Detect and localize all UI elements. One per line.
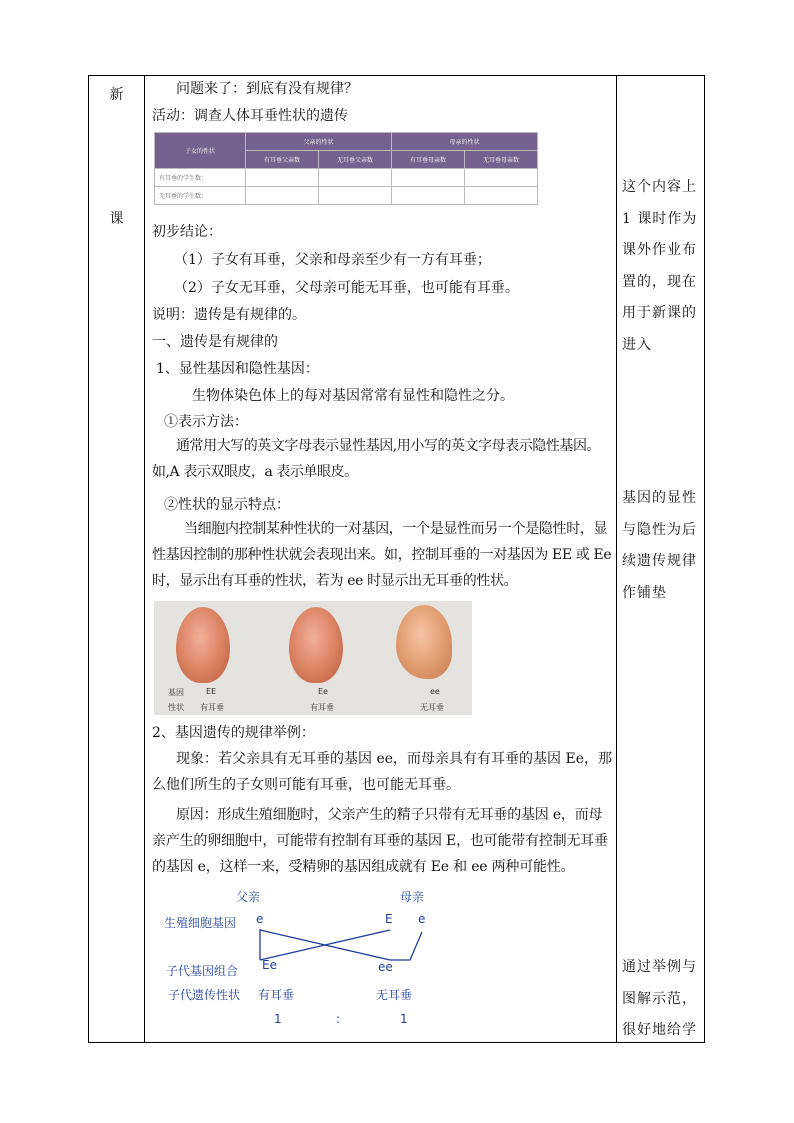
ear-trait-label: 性状 <box>168 703 184 712</box>
column-divider-left <box>144 76 145 1042</box>
diagram-father-gene: e <box>256 912 264 926</box>
survey-cell <box>246 169 319 187</box>
diagram-germ-label: 生殖细胞基因 <box>164 916 237 930</box>
diagram-mother-gene-E: E <box>385 912 393 926</box>
diagram-mother-gene-e: e <box>418 912 426 926</box>
conclusion-1: （1）子女有耳垂，父亲和母亲至少有一方有耳垂； <box>174 252 491 268</box>
survey-row-label: 无耳垂的学生数： <box>155 187 246 205</box>
diagram-mother: 母亲 <box>400 890 425 904</box>
trait-heading: ②性状的显示特点： <box>164 497 290 513</box>
teacher-note-3: 通过举例与图解示范，很好地给学 <box>622 959 697 1038</box>
section-char-lesson: 课 <box>109 211 124 227</box>
heading-1-1: 1、显性基因和隐性基因： <box>156 361 319 377</box>
survey-mother-header: 母亲的性状 <box>392 133 538 151</box>
earlobe-figure <box>154 601 472 715</box>
survey-sub-header: 无耳垂父亲数 <box>319 151 392 169</box>
trait-paragraph: 当细胞内控制某种性状的一对基因，一个是显性而另一个是隐性时，显性基因控制的那种性状就会表现出来。如，控制耳垂的一对基因为 EE 或 Ee 时，显示出有耳垂的性状，若为 ee 时显示出无耳垂的性状。 <box>152 521 612 589</box>
ear-with-lobe-icon <box>176 607 230 683</box>
diagram-ratio-1: 1 <box>274 1012 282 1026</box>
survey-cell <box>392 169 465 187</box>
teacher-note-2: 基因的显性与隐性为后续遗传规律作铺垫 <box>622 490 697 601</box>
survey-table <box>154 132 538 205</box>
ear-gene-1: EE <box>206 687 217 696</box>
cross-line <box>390 932 422 960</box>
diagram-trait-1: 有耳垂 <box>258 988 295 1002</box>
survey-sub-header: 有耳垂父亲数 <box>246 151 319 169</box>
gene-paragraph: 生物体染色体上的每对基因常常有显性和隐性之分。 <box>192 388 514 404</box>
lesson-table <box>88 75 705 1043</box>
representation-paragraph: 通常用大写的英文字母表示显性基因,用小写的英文字母表示隐性基因。如,A 表示双眼皮，a 表示单眼皮。 <box>152 438 601 480</box>
teacher-note-1: 这个内容上 1 课时作为课外作业布置的，现在用于新课的进入 <box>622 179 698 353</box>
ear-trait-1: 有耳垂 <box>200 703 224 712</box>
survey-sub-header: 无耳垂母亲数 <box>465 151 538 169</box>
ear-trait-2: 有耳垂 <box>310 703 334 712</box>
method-heading: ①表示方法： <box>164 414 248 430</box>
conclusion-2: （2）子女无耳垂，父母亲可能无耳垂，也可能有耳垂。 <box>174 280 519 296</box>
section-char-new: 新 <box>109 87 124 103</box>
prelim-heading: 初步结论： <box>152 224 222 240</box>
survey-cell <box>465 187 538 205</box>
ear-gene-2: Ee <box>318 687 328 696</box>
column-divider-right <box>616 76 617 1042</box>
survey-cell <box>319 169 392 187</box>
diagram-offspring-label: 子代基因组合 <box>166 964 239 978</box>
diagram-combo-1: Ee <box>262 958 277 972</box>
table-row <box>155 169 538 187</box>
ear-gene-3: ee <box>430 687 440 696</box>
ear-without-lobe-icon <box>396 605 452 679</box>
survey-row-header: 子女的性状 <box>155 133 246 169</box>
diagram-combo-2: ee <box>378 960 393 974</box>
diagram-ratio-2: 1 <box>400 1012 408 1026</box>
heading-1-2: 2、基因遗传的规律举例： <box>152 725 315 741</box>
heading-1: 一、遗传是有规律的 <box>152 334 278 350</box>
inheritance-diagram <box>154 888 454 1038</box>
survey-cell <box>246 187 319 205</box>
explain-line: 说明：遗传是有规律的。 <box>152 307 306 323</box>
survey-cell <box>465 169 538 187</box>
survey-cell <box>319 187 392 205</box>
survey-sub-header: 有耳垂母亲数 <box>392 151 465 169</box>
diagram-trait-2: 无耳垂 <box>376 988 413 1002</box>
survey-cell <box>392 187 465 205</box>
ear-gene-label: 基因 <box>168 688 184 697</box>
diagram-ratio-colon: : <box>336 1012 341 1026</box>
reason-paragraph: 原因：形成生殖细胞时，父亲产生的精子只带有无耳垂的基因 e，而母亲产生的卵细胞中，可能带有控制有耳垂的基因 E，也可能带有控制无耳垂的基因 e，这样一来，受精卵的基因组成就有 Ee 和 ee 两种可能性。 <box>152 807 608 875</box>
diagram-trait-label: 子代遗传性状 <box>168 988 241 1002</box>
diagram-father: 父亲 <box>236 890 261 904</box>
question-line: 问题来了：到底有没有规律？ <box>176 81 358 97</box>
phenomenon-paragraph: 现象：若父亲具有无耳垂的基因 ee，而母亲具有有耳垂的基因 Ee，那么他们所生的子女则可能有耳垂，也可能无耳垂。 <box>152 751 612 793</box>
section-column <box>89 76 144 1042</box>
activity-line: 活动：调查人体耳垂性状的遗传 <box>152 108 348 124</box>
ear-trait-3: 无耳垂 <box>420 703 444 712</box>
survey-father-header: 父亲的性状 <box>246 133 392 151</box>
table-row <box>155 187 538 205</box>
survey-row-label: 有耳垂的学生数： <box>155 169 246 187</box>
ear-with-lobe-icon <box>289 607 343 683</box>
